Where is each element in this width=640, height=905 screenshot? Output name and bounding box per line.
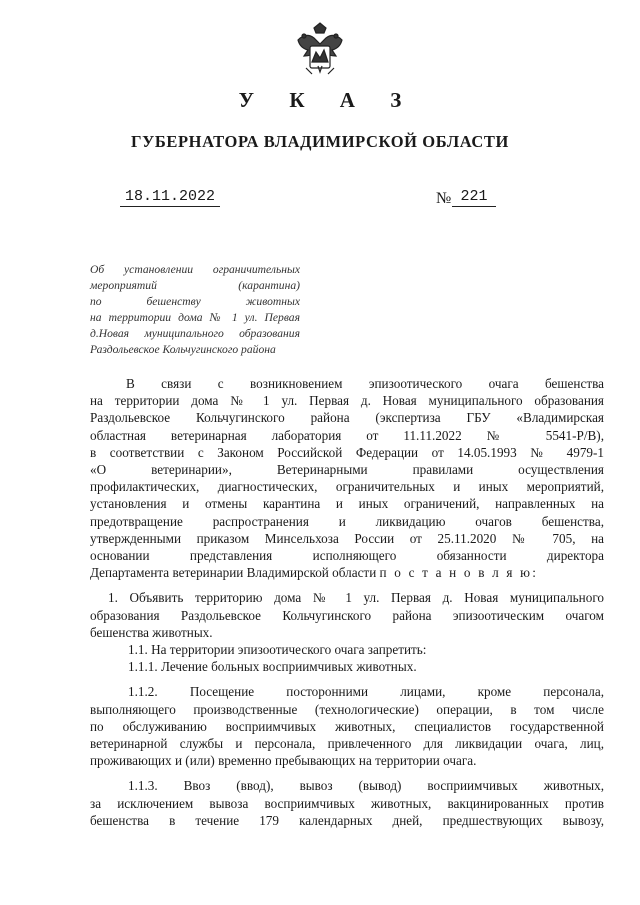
coat-of-arms-icon — [292, 22, 348, 80]
preamble-line: основании представления исполняющего обязанности директора — [90, 548, 604, 564]
decree-number: 221 — [452, 188, 496, 207]
preamble-line: Департамента ветеринарии Владимирской области — [90, 565, 377, 581]
subject-line: д.Новая муниципального образования — [90, 327, 300, 340]
item-1-1-2-line: 1.1.2. Посещение посторонними лицами, кроме персонала, — [128, 684, 604, 700]
paragraph-gap — [90, 581, 604, 589]
item-1-1-2-line: выполняющего производственные (технологические) операции, в том числе — [90, 701, 604, 717]
preamble-line: «О ветеринарии», Ветеринарными правилами осуществления — [90, 462, 604, 478]
paragraph-gap — [90, 675, 604, 683]
preamble-line: областная ветеринарная лаборатория от 11.11.2022 № 5541-Р/В), — [90, 427, 604, 443]
document-title: У К А З — [238, 88, 417, 112]
paragraph-gap — [90, 769, 604, 777]
decree-date: 18.11.2022 — [120, 188, 220, 207]
preamble-line: В связи с возникновением эпизоотического очага бешенства — [126, 376, 604, 391]
subject-line: Раздольевское Кольчугинского района — [90, 343, 276, 356]
item-1-line: 1. Объявить территорию дома № 1 ул. Первая д. Новая муниципального — [108, 590, 604, 606]
item-1-1-2-line: проживающих и (или) временно пребывающих на территории очага. — [90, 753, 477, 769]
item-1-1-3-line: бешенства в течение 179 календарных дней, предшествующих вывозу, — [90, 812, 604, 828]
decree-body — [90, 375, 604, 829]
issuing-authority: ГУБЕРНАТОРА ВЛАДИМИРСКОЙ ОБЛАСТИ — [131, 132, 509, 151]
subject-line: на территории дома № 1 ул. Первая — [90, 311, 300, 324]
preamble-line: Раздольевское Кольчугинского района (экспертиза ГБУ «Владимирская — [90, 410, 604, 426]
decree-word: п о с т а н о в л я ю: — [379, 565, 539, 581]
item-1-1-2-line: по обслуживанию восприимчивых животных, специалистов государственной — [90, 718, 604, 734]
preamble-last-line — [90, 564, 604, 581]
item-1-1-3-line: 1.1.3. Ввоз (ввод), вывоз (вывод) восприимчивых животных, — [128, 778, 604, 794]
preamble-line: на территории дома № 1 ул. Первая д. Новая муниципального образования — [90, 393, 604, 409]
item-1-1-3-line: за исключением вывоза восприимчивых животных, вакцинированных против — [90, 795, 604, 811]
subject-line: мероприятий (карантина) — [90, 279, 300, 292]
decree-number-label: № — [436, 190, 452, 207]
subject-line: Об установлении ограничительных — [90, 263, 300, 276]
decree-subject — [90, 262, 300, 358]
preamble-line: утвержденными приказом Минсельхоза России от 25.11.2020 № 705, на — [90, 530, 604, 546]
preamble-line: в соответствии с Законом Российской Федерации от 14.05.1993 № 4979-1 — [90, 444, 604, 460]
item-1-line: образования Раздольевское Кольчугинского района эпизоотическим очагом — [90, 607, 604, 623]
item-1-1-2-line: ветеринарной службы и персонала, привлеченного для ликвидации очага, лиц, — [90, 736, 604, 752]
preamble-line: предотвращение распространения и ликвидацию очагов бешенства, — [90, 513, 604, 529]
subject-line: по бешенству животных — [90, 295, 300, 308]
preamble-line: профилактических, диагностических, ограничительных и иных мероприятий, — [90, 479, 604, 495]
item-1-1-1: 1.1.1. Лечение больных восприимчивых животных. — [128, 659, 417, 675]
item-1-1: 1.1. На территории эпизоотического очага запретить: — [128, 642, 427, 658]
preamble-line: установления и отмены карантина и иных ограничений, направленных на — [90, 496, 604, 512]
item-1-line: бешенства животных. — [90, 624, 213, 640]
